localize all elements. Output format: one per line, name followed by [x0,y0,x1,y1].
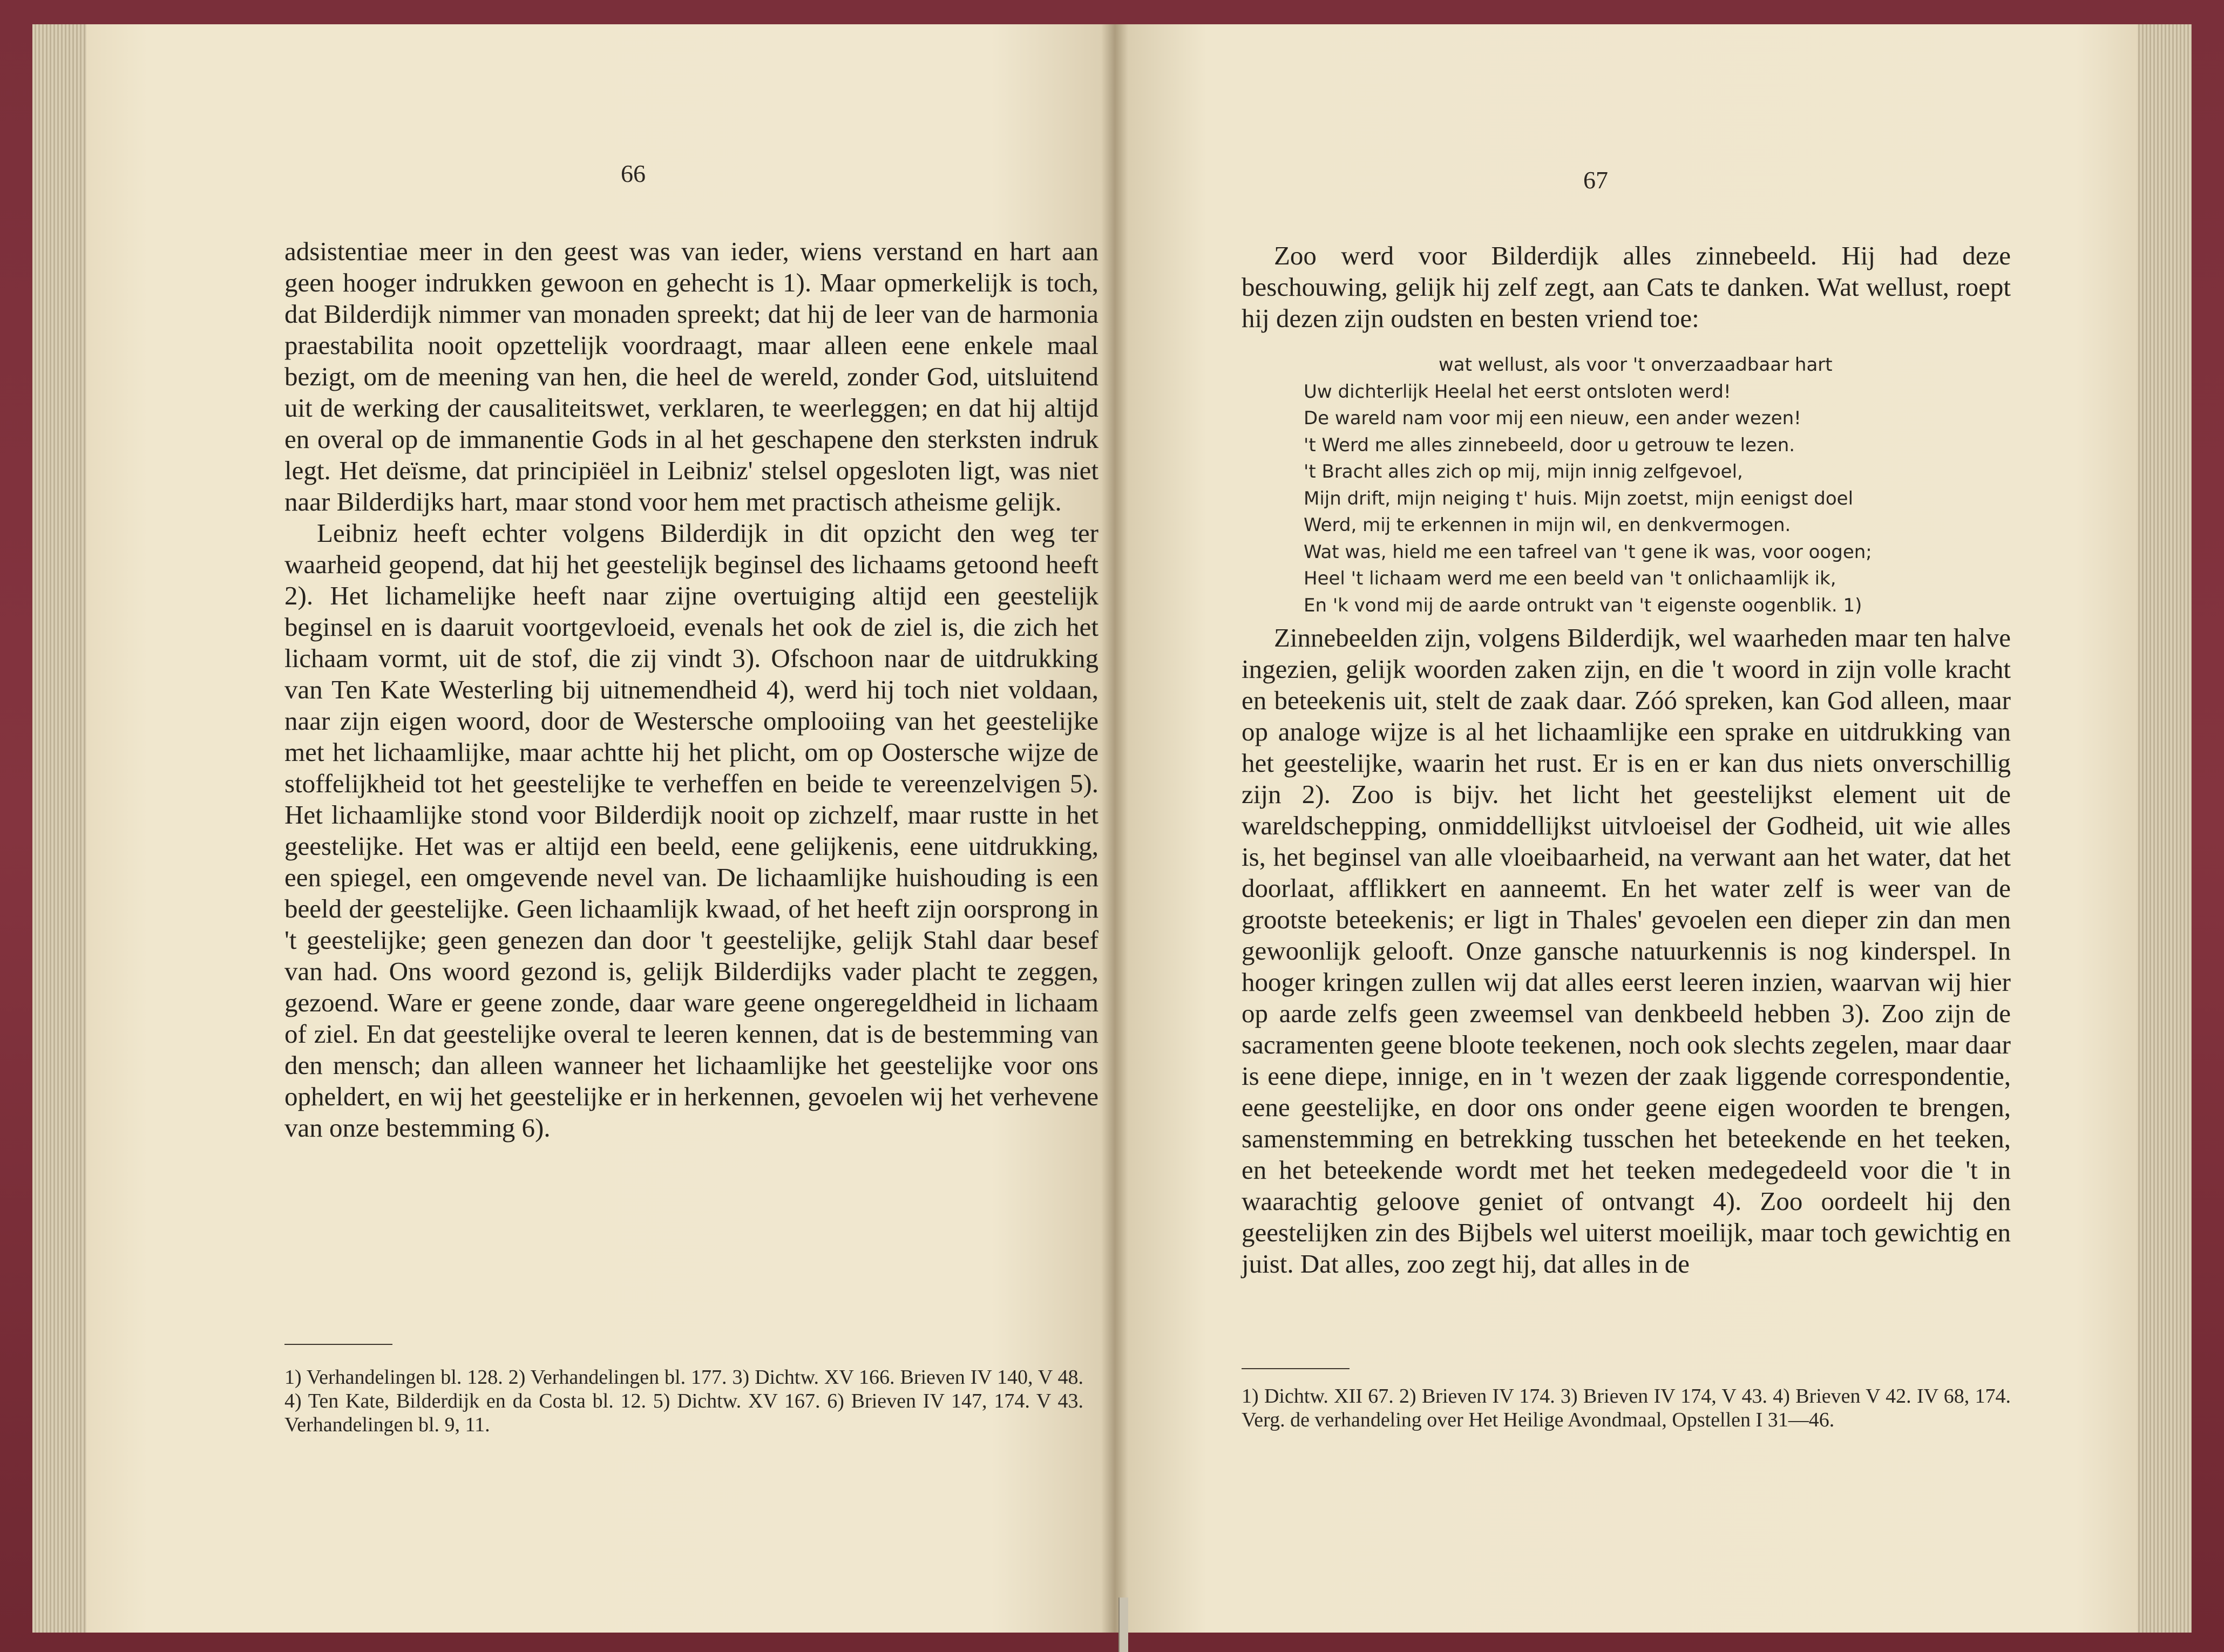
book-gutter [1101,24,1128,1633]
left-body-text [284,236,1099,1144]
footnote-rule [284,1344,392,1345]
paragraph: Zinnebeelden zijn, volgens Bilderdijk, wel waarheden maar ten halve ingezien, gelijk woorden zaken zijn, en die 't woord in zijn volle kracht en beteekenis uit, stelt de zaak daar. Zóó spreken, kan God alleen, maar op analoge wijze is al het lichaamlijke een sprake en uitdrukking van het geestelijke, waarin het rust. Er is en er kan dus niets onverschillig zijn 2). Zoo is bijv. het licht het geestelijkst element uit de wareldschepping, onmiddellijkst uitvloeisel der Godheid, uit wie alles is, het beginsel van alle vloeibaarheid, na verwant aan het water, dat het doorlaat, afflikkert en aanneemt. En het water zelf is weer van de grootste beteekenis; er ligt in Thales' gevoelen een dieper zin dan men gewoonlijk gelooft. Onze gansche natuurkennis is nog kinderspel. In hooger kringen zullen wij dat alles eerst leeren inzien, waarvan wij hier op aarde zelfs geen zweemsel van denkbeeld hebben 3). Zoo zijn de sacramenten geene bloote teekenen, noch ook slechts zegelen, maar daar is eene diepe, innige, en in 't wezen der zaak liggende correspondentie, eene geestelijke, en door ons onder geene eigen woorden te brengen, samenstemming en betrekking tusschen het beteekende en het teeken, en het beteekende wordt met het teeken medegedeeld voor die 't in waarachtig geloove geniet of ontvangt 4). Zoo oordeelt hij den geestelijken zin des Bijbels wel uiterst moeilijk, maar toch gewichtig en juist. Dat alles, zoo zegt hij, dat alles in de [1242,623,2011,1279]
bookmark-ribbon [1118,1597,1128,1652]
poem-line: Werd, mij te erkennen in mijn wil, en denkvermogen. [1304,514,1791,536]
poem-line: Wat was, hield me een tafreel van 't gene ik was, voor oogen; [1304,541,1872,563]
paragraph: Zoo werd voor Bilderdijk alles zinnebeeld. Hij had deze beschouwing, gelijk hij zelf zegt, aan Cats te danken. Wat wellust, roept hij dezen zijn oudsten en besten vriend toe: [1242,241,2011,333]
footnote-rule [1242,1368,1350,1369]
paragraph: Leibniz heeft echter volgens Bilderdijk in dit opzicht den weg ter waarheid geopend, dat hij het geestelijk beginsel des lichaams getoond heeft 2). Het lichamelijke heeft naar zijne overtuiging altijd een geestelijk beginsel en is daaruit voortgevloeid, evenals het ook de ziel is, die zich het lichaam vormt, uit de stof, die zij vindt 3). Ofschoon naar de uitdrukking van Ten Kate Westerling bij uitnemendheid 4), werd hij toch niet voldaan, naar zijn eigen woord, door de Westersche omplooiing van het geestelijke met het lichaamlijke, maar achtte hij het plicht, om op Oostersche wijze de stoffelijkheid tot het geestelijke te verheffen en beide te vereenzelvigen 5). Het lichaamlijke stond voor Bilderdijk nooit op zichzelf, maar rustte in het geestelijke. Het was er altijd een beeld, eene gelijkenis, eene uitdrukking, een spiegel, een omgevende nevel van. De lichaamlijke huishouding is een beeld der geestelijke. Geen lichaamlijk kwaad, of het heeft zijn oorsprong in 't geestelijke; geen genezen dan door 't geestelijke, gelijk Stahl daar besef van had. Ons woord gezond is, gelijk Bilderdijks vader placht te zeggen, gezoend. Ware er geene zonde, daar ware geene ongeregeldheid in lichaam of ziel. En dat geestelijke overal te leeren kennen, dat is de bestemming van den mensch; dan alleen wanneer het lichaamlijke het geestelijke voor ons opheldert, en wij het geestelijke er in herkennen, gevoelen wij het verhevene van onze bestemming 6). [284,518,1099,1143]
right-page [1115,24,2138,1633]
right-intro-text [1242,240,2011,334]
poem-line: 't Werd me alles zinnebeeld, door u getrouw te lezen. [1304,434,1795,456]
footnote-text: 1) Dichtw. XII 67. 2) Brieven IV 174. 3) Brieven IV 174, V 43. 4) Brieven V 42. IV 68, 174. Verg. de verhandeling over Het Heilige Avondmaal, Opstellen I 31—46. [1242,1385,2011,1431]
footnotes [284,1365,1083,1437]
page-edges-left [32,24,92,1633]
footnote-text: 1) Verhandelingen bl. 128. 2) Verhandelingen bl. 177. 3) Dichtw. XV 166. Brieven IV 140, V 48. 4) Ten Kate, Bilderdijk en da Costa bl. 12. 5) Dichtw. XV 167. 6) Brieven IV 147, 174. V 43. Verhandelingen bl. 9, 11. [284,1366,1083,1436]
poem-line: En 'k vond mij de aarde ontrukt van 't eigenste oogenblik. 1) [1304,594,1862,616]
poem-line: Mijn drift, mijn neiging t' huis. Mijn zoetst, mijn eenigst doel [1304,487,1854,509]
page-number: 67 [1583,166,1608,194]
page-edges-right [2132,24,2192,1633]
left-page [86,24,1115,1633]
poem-line: De wareld nam voor mij een nieuw, een ander wezen! [1304,407,1801,429]
paragraph: adsistentiae meer in den geest was van ieder, wiens verstand en hart aan geen hooger indrukken gewoon en gehecht is 1). Maar opmerkelijk is toch, dat Bilderdijk nimmer van monaden spreekt; dat hij de leer van de harmonia praestabilita nooit opzettelijk voordraagt, maar alleen eene enkele maal bezigt, om de meening van hen, die heel de wereld, zonder God, uitsluitend uit de werking der causaliteitswet, verklaren, te weerleggen; en dat hij altijd en overal op de immanentie Gods in al het geschapene den sterksten indruk legt. Het deïsme, dat principiëel in Leibniz' stelsel opgesloten ligt, was niet naar Bilderdijks hart, maar stond voor hem met practisch atheisme gelijk. [284,236,1099,516]
page-number: 66 [621,160,646,187]
poem-line: wat wellust, als voor 't onverzaadbaar hart [1439,354,1833,376]
right-body-text [1242,622,2011,1280]
poem-quote [1304,352,1872,619]
footnotes [1242,1384,2011,1432]
poem-line: 't Bracht alles zich op mij, mijn innig zelfgevoel, [1304,461,1743,482]
poem-line: Uw dichterlijk Heelal het eerst ontsloten werd! [1304,380,1731,403]
poem-line: Heel 't lichaam werd me een beeld van 't onlichaamlijk ik, [1304,568,1836,589]
